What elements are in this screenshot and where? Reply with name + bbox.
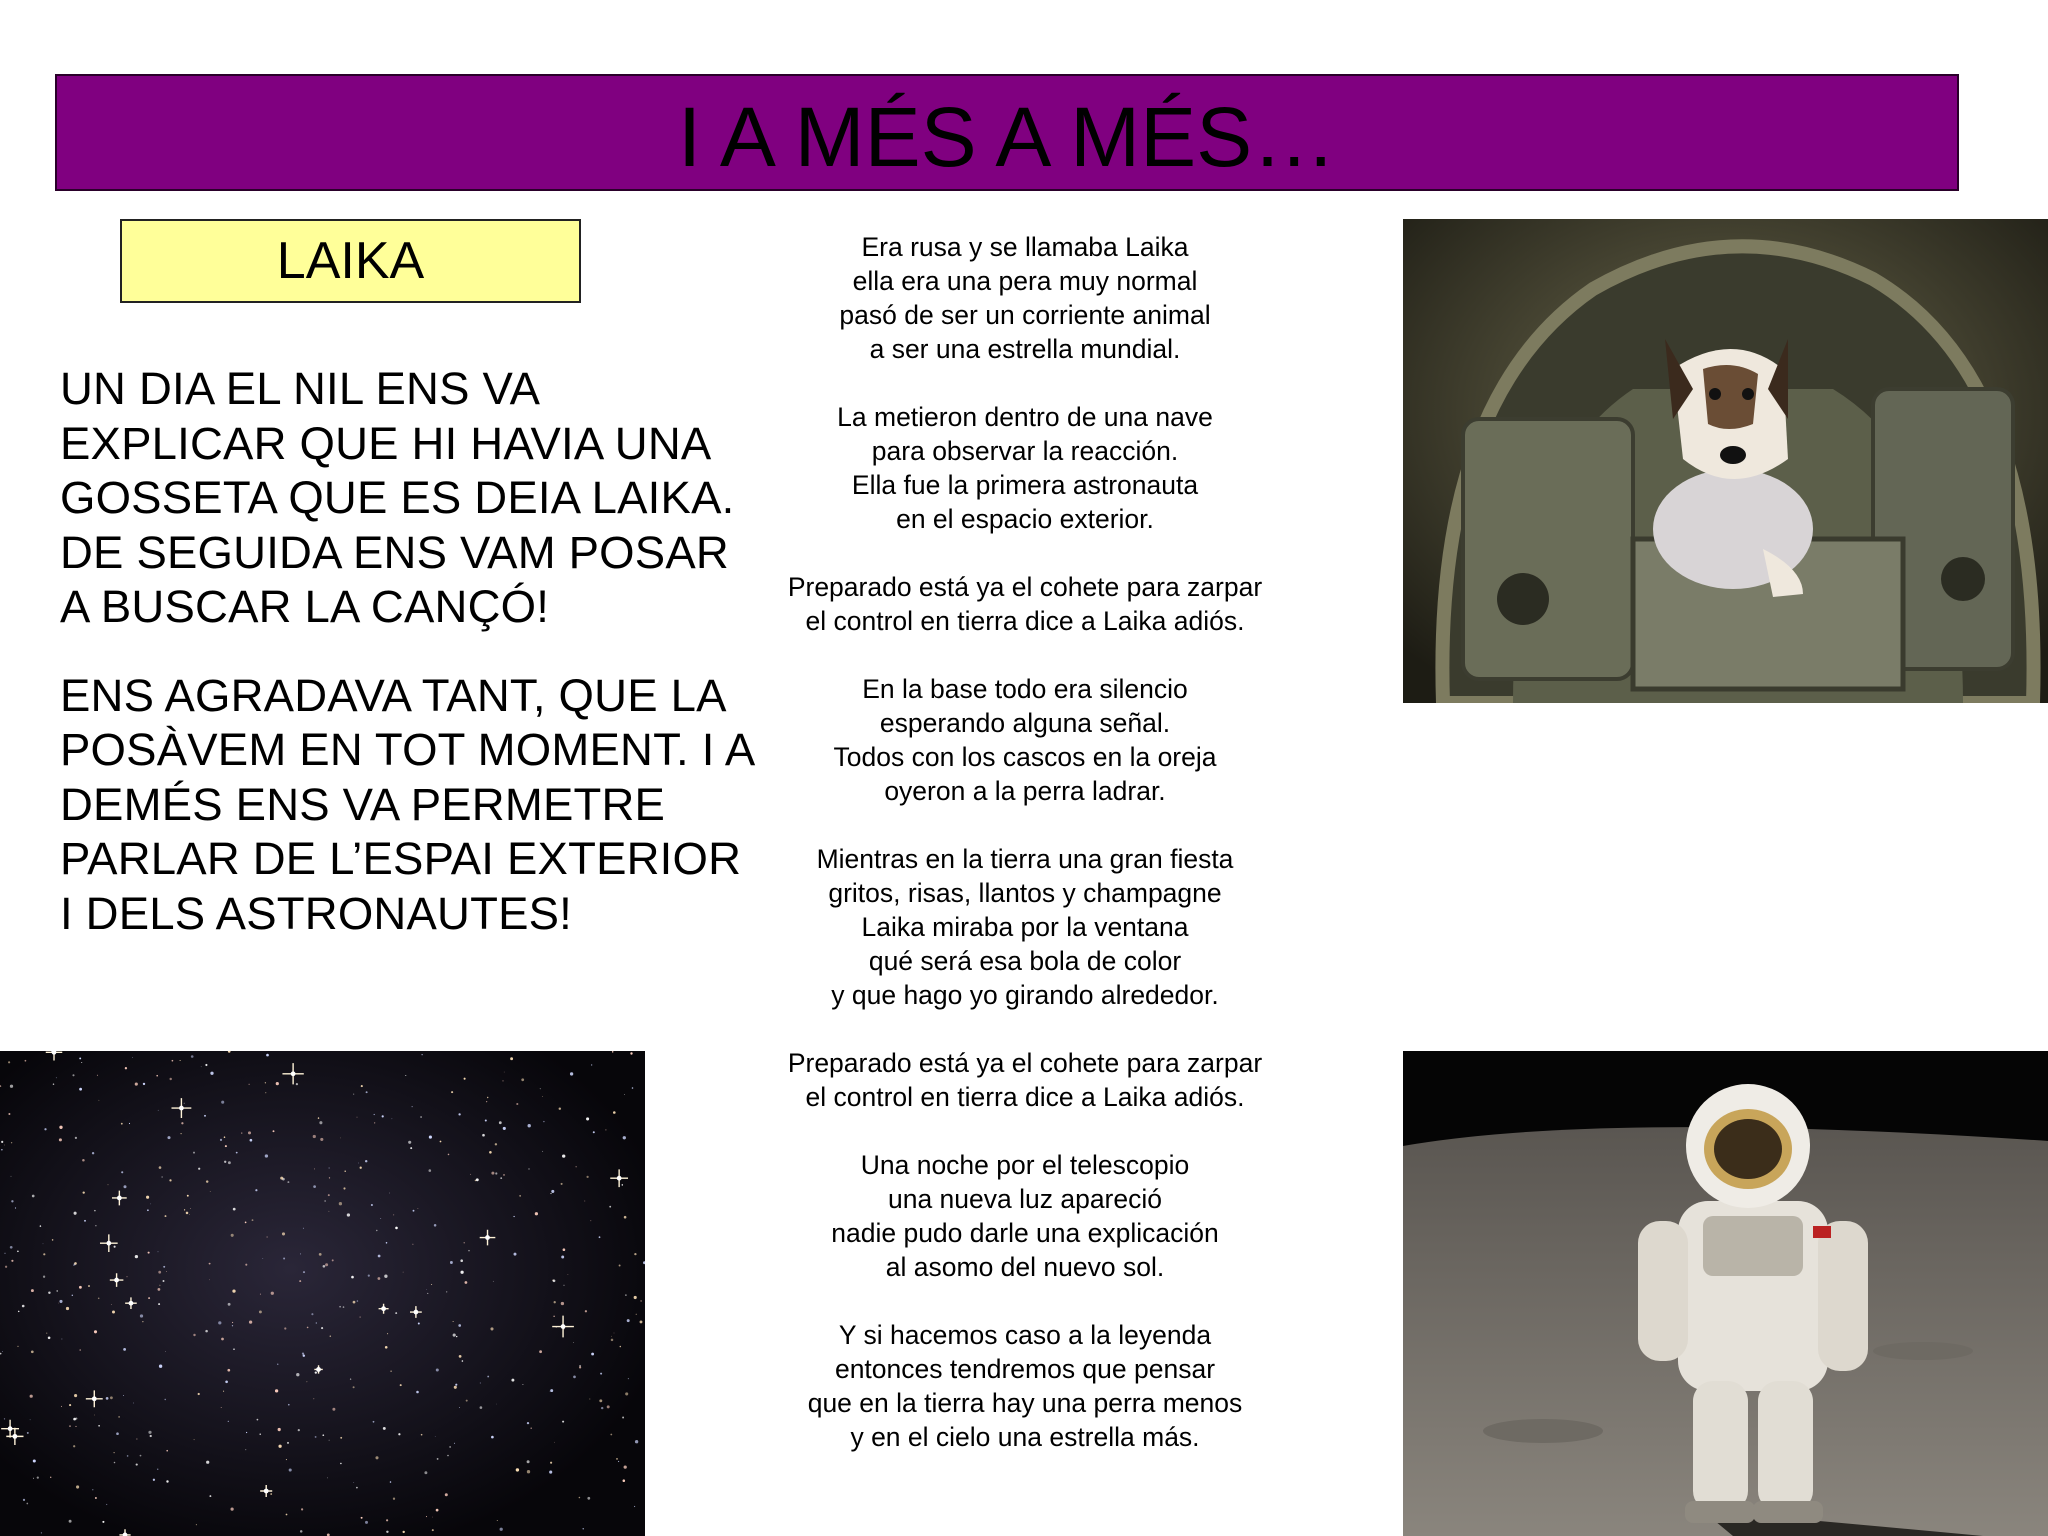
starfield-photo bbox=[0, 1051, 645, 1536]
lyrics-stanza bbox=[745, 1148, 1305, 1284]
lyrics-stanza bbox=[745, 400, 1305, 536]
lyrics-line: el control en tierra dice a Laika adiós. bbox=[805, 606, 1245, 636]
paragraph-2: ENS AGRADAVA TANT, QUE LA POSÀVEM EN TOT MOMENT. I A DEMÉS ENS VA PERMETRE PARLAR DE L’ESPAI EXTERIOR I DELS ASTRONAUTES! bbox=[60, 669, 753, 939]
lyrics-line: en el espacio exterior. bbox=[896, 504, 1154, 534]
intro-text bbox=[60, 362, 760, 975]
astronaut-photo bbox=[1403, 1051, 2048, 1536]
page-title: I A MÉS A MÉS… bbox=[677, 89, 1337, 184]
lyrics-line: esperando alguna señal. bbox=[879, 708, 1171, 738]
paragraph-1: UN DIA EL NIL ENS VA EXPLICAR QUE HI HAVIA UNA GOSSETA QUE ES DEIA LAIKA. DE SEGUIDA ENS VAM POSAR A BUSCAR LA CANÇÓ! bbox=[60, 363, 735, 632]
lyrics-line: y en el cielo una estrella más. bbox=[850, 1422, 1200, 1452]
lyrics-line: En la base todo era silencio bbox=[862, 674, 1188, 704]
lyrics-line: nadie pudo darle una explicación bbox=[831, 1218, 1219, 1248]
lyrics-line: Era rusa y se llamaba Laika bbox=[861, 232, 1189, 262]
lyrics-stanza bbox=[745, 842, 1305, 1012]
lyrics-line: pasó de ser un corriente animal bbox=[839, 300, 1211, 330]
lyrics-stanza bbox=[745, 1046, 1305, 1114]
lyrics-line: ella era una pera muy normal bbox=[852, 266, 1198, 296]
lyrics-line: y que hago yo girando alrededor. bbox=[831, 980, 1219, 1010]
lyrics-line: el control en tierra dice a Laika adiós. bbox=[805, 1082, 1245, 1112]
lyrics-line: que en la tierra hay una perra menos bbox=[807, 1388, 1243, 1418]
lyrics-line: La metieron dentro de una nave bbox=[837, 402, 1213, 432]
lyrics-line: Preparado está ya el cohete para zarpar bbox=[787, 572, 1263, 602]
lyrics-line: oyeron a la perra ladrar. bbox=[884, 776, 1166, 806]
lyrics-stanza bbox=[745, 1318, 1305, 1454]
section-label: LAIKA bbox=[120, 219, 581, 303]
lyrics-line: Laika miraba por la ventana bbox=[861, 912, 1189, 942]
lyrics-line: entonces tendremos que pensar bbox=[834, 1354, 1216, 1384]
lyrics-line: gritos, risas, llantos y champagne bbox=[828, 878, 1222, 908]
lyrics-line: a ser una estrella mundial. bbox=[869, 334, 1181, 364]
lyrics-line: Todos con los cascos en la oreja bbox=[833, 742, 1217, 772]
lyrics-stanza bbox=[745, 570, 1305, 638]
laika-photo bbox=[1403, 219, 2048, 703]
lyrics-line: para observar la reacción. bbox=[871, 436, 1179, 466]
song-lyrics bbox=[745, 230, 1305, 1488]
lyrics-line: Una noche por el telescopio bbox=[860, 1150, 1190, 1180]
lyrics-line: Y si hacemos caso a la leyenda bbox=[838, 1320, 1212, 1350]
lyrics-line: Preparado está ya el cohete para zarpar bbox=[787, 1048, 1263, 1078]
lyrics-line: qué será esa bola de color bbox=[868, 946, 1182, 976]
lyrics-stanza bbox=[745, 230, 1305, 366]
lyrics-line: una nueva luz apareció bbox=[887, 1184, 1163, 1214]
lyrics-stanza bbox=[745, 672, 1305, 808]
lyrics-line: Mientras en la tierra una gran fiesta bbox=[816, 844, 1234, 874]
title-bar bbox=[55, 74, 1959, 191]
lyrics-line: Ella fue la primera astronauta bbox=[851, 470, 1199, 500]
lyrics-line: al asomo del nuevo sol. bbox=[885, 1252, 1165, 1282]
